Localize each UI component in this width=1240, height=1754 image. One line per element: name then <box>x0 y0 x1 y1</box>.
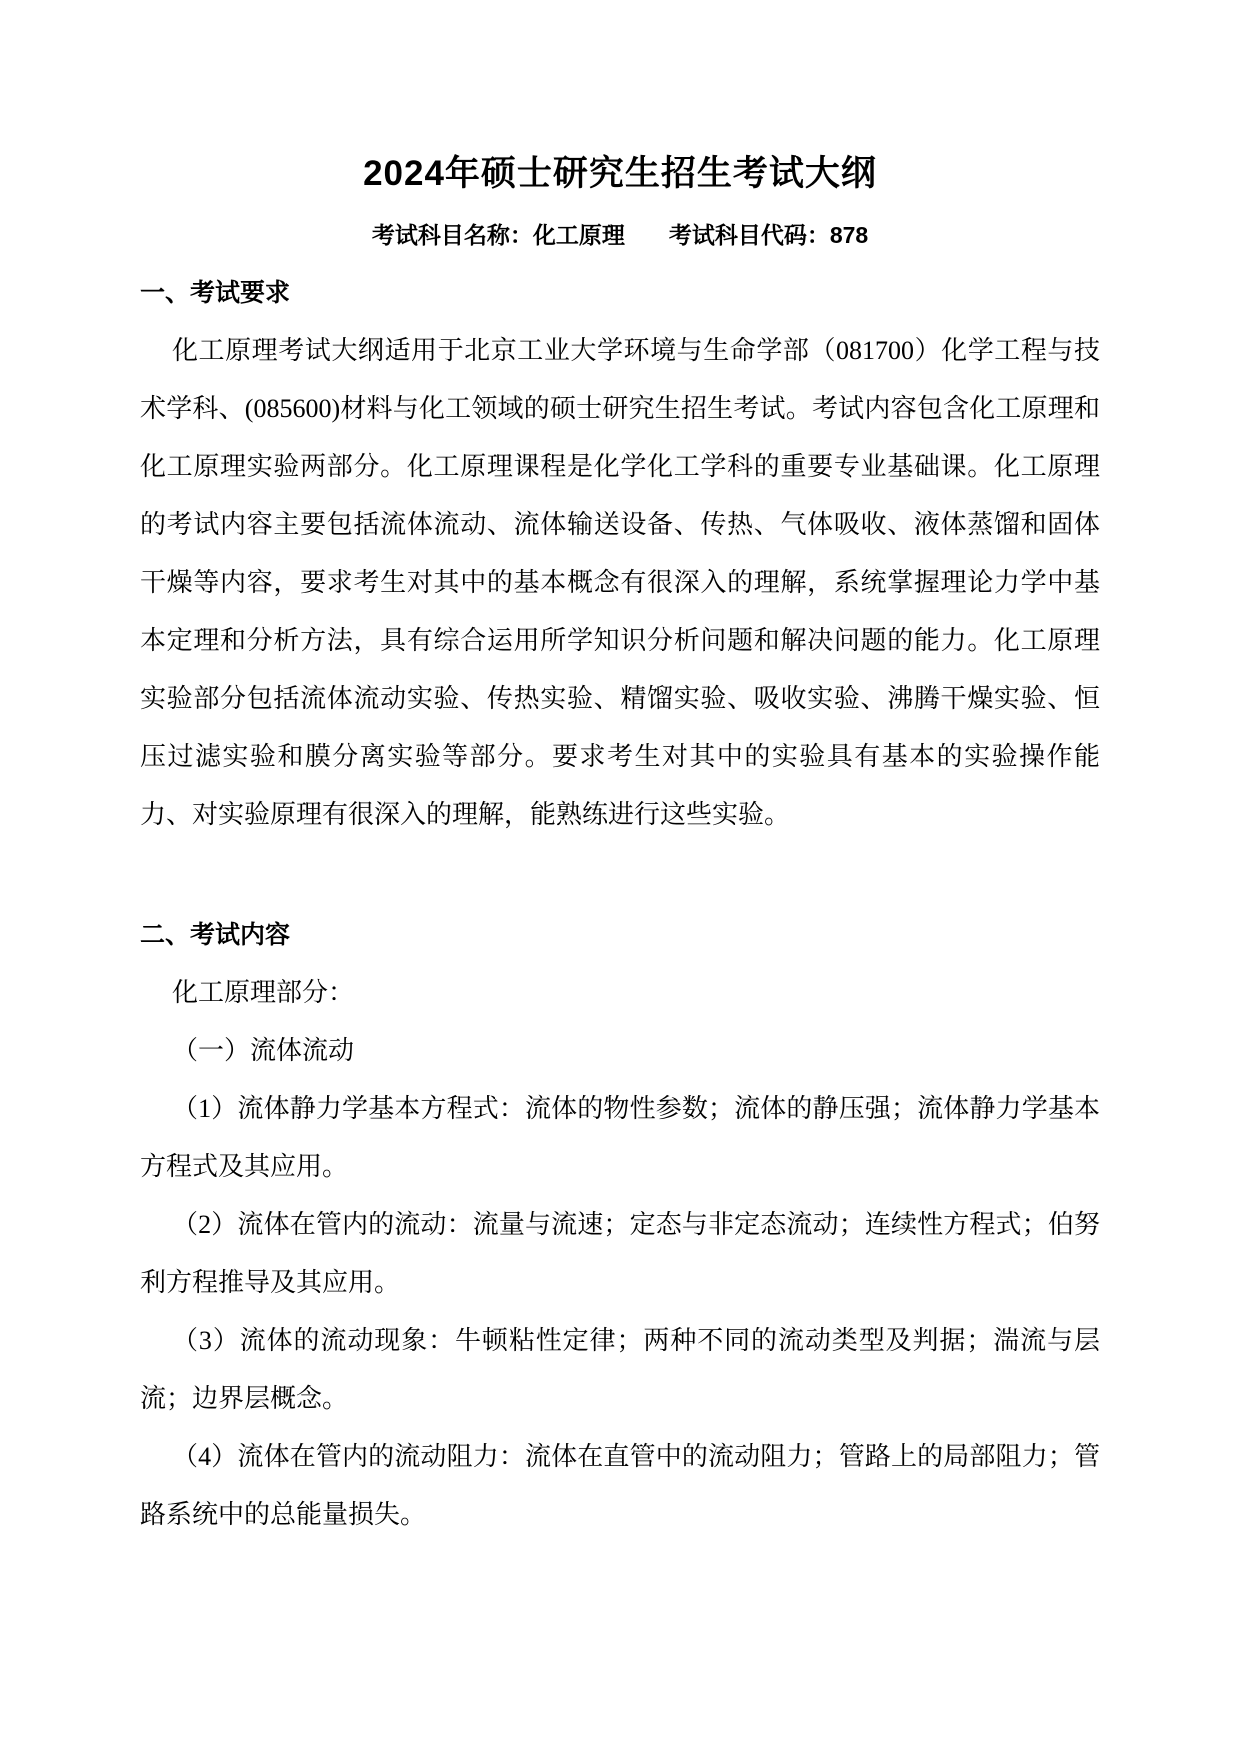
content-topic-fluid-flow: （一）流体流动 <box>172 1036 355 1065</box>
exam-subject-label: 考试科目名称： <box>371 222 533 248</box>
content-item-4: （4）流体在管内的流动阻力：流体在直管中的流动阻力；管路上的局部阻力；管路系统中的总能量损失。 <box>140 1442 1100 1529</box>
exam-subject-code <box>669 222 868 248</box>
requirements-paragraph: 化工原理考试大纲适用于北京工业大学环境与生命学部（081700）化学工程与技术学科、(085600)材料与化工领域的硕士研究生招生考试。考试内容包含化工原理和化工原理实验两部分。化工原理课程是化学化工学科的重要专业基础课。化工原理的考试内容主要包括流体流动、流体输送设备、传热、气体吸收、液体蒸馏和固体干燥等内容，要求考生对其中的基本概念有很深入的理解，系统掌握理论力学中基本定理和分析方法，具有综合运用所学知识分析问题和解决问题的能力。化工原理实验部分包括流体流动实验、传热实验、精馏实验、吸收实验、沸腾干燥实验、恒压过滤实验和膜分离实验等部分。要求考生对其中的实验具有基本的实验操作能力、对实验原理有很深入的理解，能熟练进行这些实验。 <box>140 336 1100 829</box>
exam-code-value: 878 <box>829 222 869 248</box>
exam-code-label: 考试科目代码： <box>668 222 830 248</box>
section-exam-content <box>140 918 1100 1544</box>
section-heading-requirements: 一、考试要求 <box>140 279 291 307</box>
exam-subject-value: 化工原理 <box>532 222 625 248</box>
document-subtitle <box>140 220 1100 250</box>
content-item-2: （2）流体在管内的流动：流量与流速；定态与非定态流动；连续性方程式；伯努利方程推导及其应用。 <box>140 1210 1100 1297</box>
content-item-3: （3）流体的流动现象：牛顿粘性定律；两种不同的流动类型及判据；湍流与层流；边界层概念。 <box>140 1326 1100 1413</box>
exam-subject-name <box>372 222 625 248</box>
content-part-label: 化工原理部分： <box>172 978 355 1007</box>
section-exam-requirements <box>140 276 1100 844</box>
section-heading-content: 二、考试内容 <box>140 921 291 949</box>
document-title: 2024年硕士研究生招生考试大纲 <box>363 154 877 193</box>
content-item-1: （1）流体静力学基本方程式：流体的物性参数；流体的静压强；流体静力学基本方程式及其应用。 <box>140 1094 1100 1181</box>
